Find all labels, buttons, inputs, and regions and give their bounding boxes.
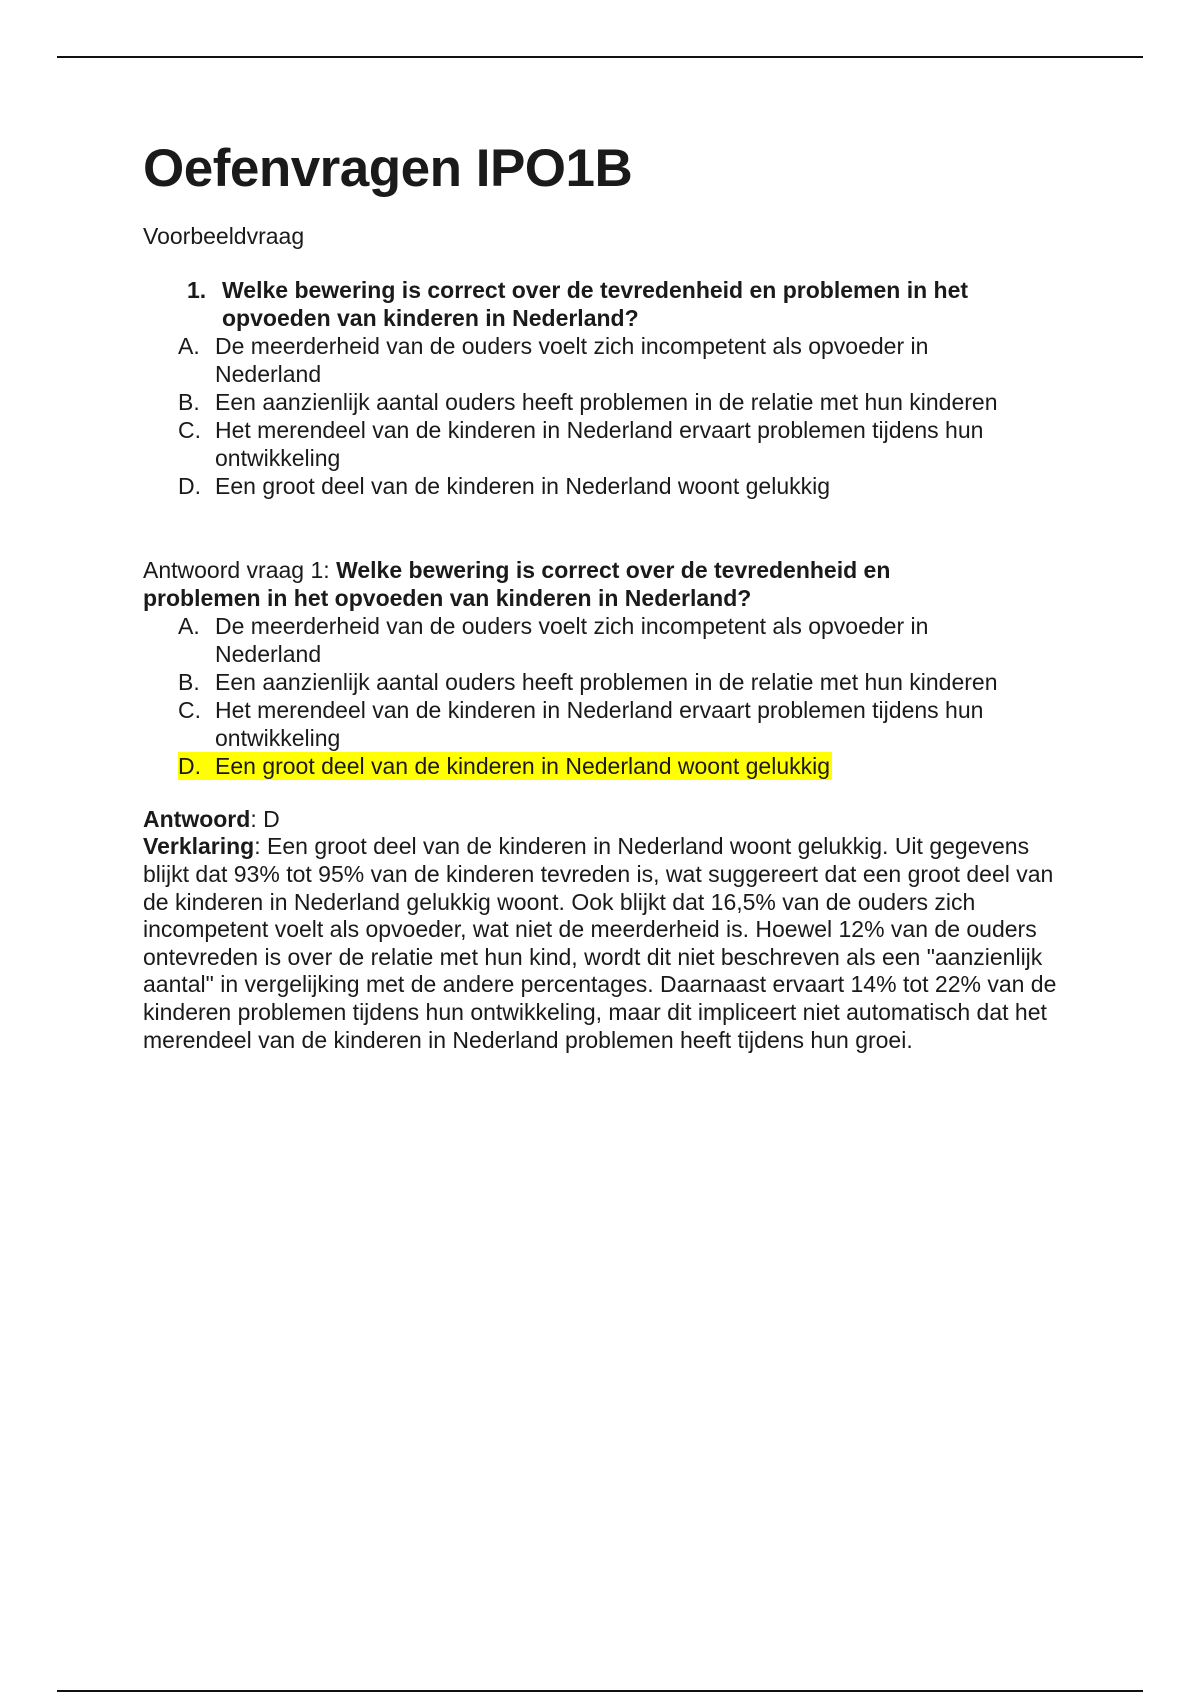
option-letter: C.: [178, 416, 201, 443]
correct-answer-highlight: [178, 752, 832, 780]
question-heading: [143, 276, 1063, 332]
answer-option-c: [143, 696, 1063, 752]
answer-result: [143, 806, 1063, 1054]
option-text: Een aanzienlijk aantal ouders heeft problemen in de relatie met hun kinderen: [215, 388, 998, 415]
option-text: Een aanzienlijk aantal ouders heeft problemen in de relatie met hun kinderen: [215, 668, 998, 695]
option-letter: B.: [178, 388, 200, 415]
answer-value: : D: [250, 805, 280, 832]
document-page: [143, 140, 1063, 1054]
answer-line: [143, 806, 1063, 834]
answer-options: [143, 612, 1063, 780]
option-letter: C.: [178, 696, 201, 723]
option-letter: A.: [178, 612, 200, 639]
option-d: [143, 472, 1063, 500]
option-text: Het merendeel van de kinderen in Nederland ervaart problemen tijdens hun ontwikkeling: [215, 696, 984, 751]
answer-option-a: [143, 612, 1063, 668]
section-subtitle: Voorbeeldvraag: [143, 223, 305, 250]
answer-label: Antwoord: [143, 805, 251, 832]
answer-intro-label: Antwoord vraag 1:: [143, 556, 337, 583]
document-title: Oefenvragen IPO1B: [143, 139, 633, 198]
option-letter: D.: [178, 752, 201, 779]
option-text: De meerderheid van de ouders voelt zich incompetent als opvoeder in Nederland: [215, 332, 929, 387]
explanation-label: Verklaring: [143, 833, 255, 860]
answer-intro: [143, 556, 1063, 612]
question-block: [143, 276, 1063, 500]
explanation-text: : Een groot deel van de kinderen in Nederland woont gelukkig. Uit gegevens blijkt dat 93% tot 95% van de kinderen tevreden is, wat suggereert dat een groot deel van de kinderen in Nederland gelukkig woont. Ook blijkt dat 16,5% van de ouders zich incompetent voelt als opvoeder, wat niet de meerderheid is. Hoewel 12% van de ouders ontevreden is over de relatie met hun kind, wordt dit niet beschreven als een "aanzienlijk aantal" in vergelijking met de andere percentages. Daarnaast ervaart 14% tot 22% van de kinderen problemen tijdens hun ontwikkeling, maar dit impliceert niet automatisch dat het merendeel van de kinderen in Nederland problemen heeft tijdens hun groei.: [143, 833, 1057, 1053]
answer-option-d-correct: [143, 752, 1063, 780]
option-letter: D.: [178, 472, 201, 499]
option-c: [143, 416, 1063, 472]
answer-option-b: [143, 668, 1063, 696]
option-text: Een groot deel van de kinderen in Nederland woont gelukkig: [215, 472, 831, 499]
bottom-rule: [57, 1690, 1143, 1692]
option-text: De meerderheid van de ouders voelt zich incompetent als opvoeder in Nederland: [215, 612, 929, 667]
question-text: Welke bewering is correct over de tevredenheid en problemen in het opvoeden van kinderen in Nederland?: [222, 276, 969, 331]
explanation-paragraph: [143, 833, 1063, 1054]
answer-intro-question: Welke bewering is correct over de tevredenheid en problemen in het opvoeden van kinderen in Nederland?: [143, 556, 891, 611]
option-letter: B.: [178, 668, 200, 695]
option-a: [143, 332, 1063, 388]
question-number: 1.: [187, 276, 207, 303]
option-text: Een groot deel van de kinderen in Nederland woont gelukkig: [215, 752, 831, 779]
option-letter: A.: [178, 332, 200, 359]
top-rule: [57, 56, 1143, 58]
option-text: Het merendeel van de kinderen in Nederland ervaart problemen tijdens hun ontwikkeling: [215, 416, 984, 471]
option-b: [143, 388, 1063, 416]
